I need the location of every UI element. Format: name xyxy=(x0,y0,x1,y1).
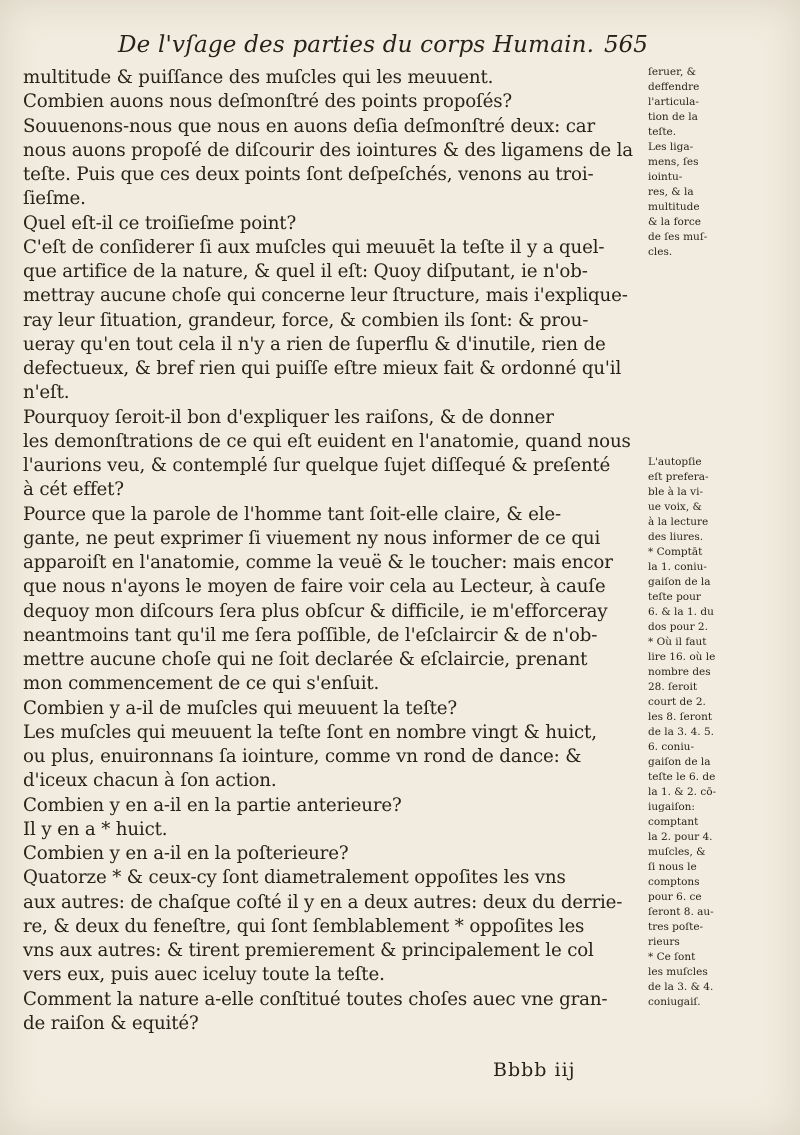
text-line: gante, ne peut exprimer ſi viuement ny nous informer de ce qui xyxy=(23,527,601,549)
text-line: defectueux, & bref rien qui puiſſe eſtre mieux fait & ordonné qu'il xyxy=(23,358,622,379)
text-line: de raiſon & equité? xyxy=(23,1012,199,1034)
margin-note-line: iugaiſon: xyxy=(648,801,695,813)
margin-note-line: ble à la vi- xyxy=(648,486,704,498)
margin-note-line: ſi nous le xyxy=(648,861,697,873)
text-line: nous auons propoſé de diſcourir des iointures & des ligamens de la xyxy=(23,139,634,161)
margin-note-line: 6. & la 1. du xyxy=(648,606,714,618)
page-number: 565 xyxy=(604,32,648,58)
text-line: Combien auons nous deſmonſtré des points propoſés? xyxy=(23,91,513,113)
margin-note-line: ſeront 8. au- xyxy=(648,906,714,918)
margin-note-line: teſte. xyxy=(648,126,677,138)
margin-note-line: comptons xyxy=(648,876,700,888)
text-line: Combien y a-il de muſcles qui meuuent la teſte? xyxy=(23,697,458,719)
margin-note-line: de ſes muſ- xyxy=(648,231,708,243)
text-line: l'aurions veu, & contemplé ſur quelque ſujet diſſequé & preſenté xyxy=(23,455,611,476)
text-line: Combien y en a-il en la partie anterieure? xyxy=(23,794,402,816)
text-line: à cét effet? xyxy=(23,479,124,501)
margin-note-line: pour 6. ce xyxy=(648,891,702,903)
margin-note-line: tion de la xyxy=(648,111,698,123)
margin-note-line: res, & la xyxy=(648,186,694,198)
text-line: ueray qu'en tout cela il n'y a rien de ſuperflu & d'inutile, rien de xyxy=(23,333,606,355)
margin-note-line: dos pour 2. xyxy=(648,621,708,633)
margin-note-line: 28. ſeroit xyxy=(648,681,698,693)
text-line: multitude & puiſſance des muſcles qui les meuuent. xyxy=(23,67,494,88)
margin-note-line: la 1. & 2. cō- xyxy=(648,786,717,798)
text-line: mon commencement de ce qui s'enſuit. xyxy=(23,673,380,695)
signature-mark: Bbbb iij xyxy=(493,1059,576,1081)
text-line: apparoiſt en l'anatomie, comme la veuë & le toucher: mais encor xyxy=(23,552,613,573)
margin-note-line: * Où il faut xyxy=(648,636,707,648)
text-line: Il y en a * huict. xyxy=(23,818,168,840)
margin-note-line: de la 3. & 4. xyxy=(648,981,714,993)
text-line: d'iceux chacun à ſon action. xyxy=(23,770,277,792)
margin-note-line: court de 2. xyxy=(648,696,706,708)
text-line: Comment la nature a-elle conſtitué toutes choſes auec vne gran- xyxy=(23,988,608,1010)
margin-note-line: teſte pour xyxy=(648,591,701,603)
margin-note-line: lire 16. où le xyxy=(648,651,716,663)
margin-note-line: comptant xyxy=(648,816,699,828)
text-line: Quel eſt-il ce troiſieſme point? xyxy=(23,212,297,234)
margin-note-line: tres poſte- xyxy=(648,921,704,933)
margin-note-line: muſcles, & xyxy=(648,846,706,858)
margin-note-line: rieurs xyxy=(648,936,680,948)
text-line: aux autres: de chaſque coſté il y en a deux autres: deux du derrie- xyxy=(23,891,623,913)
text-line: vns aux autres: & tirent premierement & principalement le col xyxy=(23,940,594,961)
margin-note-line: & la force xyxy=(648,216,701,228)
text-line: re, & deux du feneſtre, qui ſont ſemblablement * oppoſites les xyxy=(23,915,585,937)
text-line: Les muſcles qui meuuent la teſte ſont en nombre vingt & huict, xyxy=(23,721,597,743)
margin-note-line: eſt prefera- xyxy=(648,471,709,483)
margin-note-line: la 2. pour 4. xyxy=(648,831,713,843)
margin-note-line: nombre des xyxy=(648,666,711,678)
text-line: ou plus, enuironnans ſa iointure, comme vn rond de dance: & xyxy=(23,746,582,767)
margin-note-line: des liures. xyxy=(648,531,704,543)
margin-note-line: cles. xyxy=(648,246,673,258)
margin-note-line: * Comptāt xyxy=(648,546,703,558)
text-line: que artifice de la nature, & quel il eſt: Quoy diſputant, ie n'ob- xyxy=(23,261,588,282)
margin-note-line: les 8. ſeront xyxy=(648,711,713,723)
margin-note-line: à la lecture xyxy=(648,516,709,528)
text-line: vers eux, puis auec iceluy toute la teſte. xyxy=(23,964,385,986)
text-line: Quatorze * & ceux-cy ſont diametralement oppoſites les vns xyxy=(23,867,566,889)
margin-note-line: * Ce ſont xyxy=(648,951,696,963)
text-line: C'eſt de conſiderer ſi aux muſcles qui meuuēt la teſte il y a quel- xyxy=(23,236,605,258)
margin-note-line: gaiſon de la xyxy=(648,756,711,768)
margin-note-line: coniugaiſ. xyxy=(648,996,701,1008)
margin-note-line: deffendre xyxy=(648,81,700,93)
text-line: Pource que la parole de l'homme tant ſoit-elle claire, & ele- xyxy=(23,503,561,525)
margin-note-line: mens, ſes xyxy=(648,156,699,168)
margin-note-line: 6. coniu- xyxy=(648,741,694,753)
margin-note-line: ſeruer, & xyxy=(648,66,696,78)
text-line: mettre aucune choſe qui ne ſoit declarée & eſclaircie, prenant xyxy=(23,649,588,670)
page-header xyxy=(0,32,800,68)
text-line: neantmoins tant qu'il me ſera poſſible, de l'eſclaircir & de n'ob- xyxy=(23,624,598,646)
margin-note-line: teſte le 6. de xyxy=(648,771,716,783)
margin-note-line: l'articula- xyxy=(648,96,699,108)
text-line: les demonſtrations de ce qui eſt euident en l'anatomie, quand nous xyxy=(23,430,631,452)
margin-note-line: gaiſon de la xyxy=(648,576,711,588)
margin-note-line: ue voix, & xyxy=(648,501,702,513)
margin-note-line: multitude xyxy=(648,201,700,213)
text-line: Souuenons-nous que nous en auons deſia deſmonſtré deux: car xyxy=(23,115,595,137)
running-title: De l'vſage des parties du corps Humain. xyxy=(118,32,595,58)
text-line: Combien y en a-il en la poſterieure? xyxy=(23,843,349,864)
text-line: dequoy mon diſcours ſera plus obſcur & difficile, ie m'efforceray xyxy=(23,600,608,622)
margin-note-line: de la 3. 4. 5. xyxy=(648,726,714,738)
text-line: teſte. Puis que ces deux points ſont deſpeſchés, venons au troi- xyxy=(23,164,594,185)
margin-note-line: L'autopſie xyxy=(648,456,702,468)
margin-note-line: la 1. coniu- xyxy=(648,561,707,573)
text-line: n'eſt. xyxy=(23,382,70,404)
text-line: ſieſme. xyxy=(23,188,86,210)
margin-note-line: iointu- xyxy=(648,171,683,183)
margin-note-line: Les liga- xyxy=(648,141,694,153)
text-line: ray leur ſituation, grandeur, force, & combien ils ſont: & prou- xyxy=(23,309,589,331)
text-line: mettray aucune choſe qui concerne leur ſtructure, mais i'explique- xyxy=(23,285,628,307)
text-line: que nous n'ayons le moyen de faire voir cela au Lecteur, à cauſe xyxy=(23,576,606,598)
text-line: Pourquoy ſeroit-il bon d'expliquer les raiſons, & de donner xyxy=(23,406,554,428)
margin-note-line: les muſcles xyxy=(648,966,708,978)
